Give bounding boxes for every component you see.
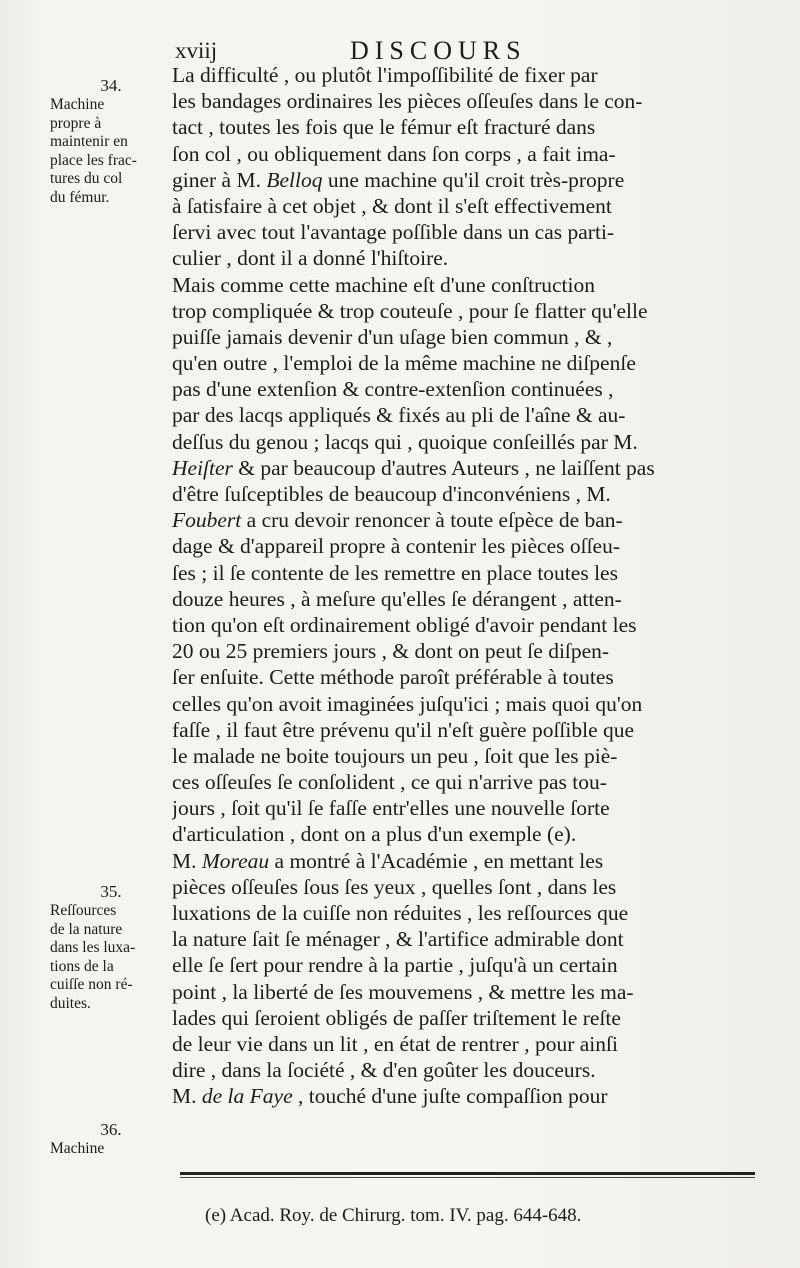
- text-run: pièces oſſeuſes ſous ſes yeux , quelles ſont , dans les: [172, 874, 617, 899]
- margin-note-line: du fémur.: [50, 188, 110, 206]
- text-line: [172, 62, 762, 88]
- text-run: les bandages ordinaires les pièces oſſeuſes dans le con-: [172, 89, 643, 114]
- text-run: le malade ne boite toujours un peu , ſoit que les piè-: [172, 743, 618, 768]
- margin-note-number: 35.: [100, 882, 122, 901]
- margin-note-line: Machine: [50, 96, 105, 113]
- margin-note-line: tures du col: [50, 170, 123, 187]
- text-line: [172, 324, 762, 350]
- text-run: à ſatisfaire à cet objet , & dont il s'eſt effectivement: [172, 193, 612, 218]
- text-line: [172, 88, 762, 114]
- text-run: deſſus du genou ; lacqs qui , quoique conſeillés par M.: [172, 429, 638, 454]
- text-run: elle ſe ſert pour rendre à la partie , juſqu'à un certain: [172, 953, 618, 978]
- text-line: [172, 507, 762, 533]
- text-run: d'articulation , dont on a plus d'un exemple (e).: [172, 822, 577, 847]
- text-run: ſon col , ou obliquement dans ſon corps , a fait ima-: [172, 141, 616, 166]
- text-line: [172, 114, 762, 140]
- text-line: [172, 193, 762, 219]
- text-line: [172, 874, 762, 900]
- text-run: pas d'une extenſion & contre-extenſion continuées ,: [172, 377, 614, 402]
- text-run: une machine qu'il croit très-propre: [322, 167, 625, 192]
- text-line: [172, 691, 762, 717]
- margin-note-line: duites.: [50, 994, 91, 1012]
- text-run: faſſe , il faut être prévenu qu'il n'eſt guère poſſible que: [172, 717, 635, 742]
- text-line: [172, 219, 762, 245]
- text-run: M.: [172, 1084, 202, 1109]
- text-run: douze heures , à meſure qu'elles ſe dérangent , atten-: [172, 586, 622, 611]
- text-line: [172, 1083, 762, 1109]
- main-text-block: [172, 62, 762, 1110]
- text-run: , touché d'une juſte compaſſion pour: [292, 1084, 608, 1109]
- footnote-rule-thin: [180, 1177, 755, 1178]
- margin-note-line: dans les luxa-: [50, 939, 136, 956]
- text-line: [172, 1057, 762, 1083]
- text-line: [172, 376, 762, 402]
- margin-note-line: Machine: [50, 1140, 105, 1157]
- text-line: [172, 350, 762, 376]
- text-line: [172, 979, 762, 1005]
- text-line: [172, 533, 762, 559]
- text-run: lades qui ſeroient obligés de paſſer triſtement le reſte: [172, 1005, 621, 1030]
- text-line: [172, 769, 762, 795]
- text-run: puiſſe jamais devenir d'un uſage bien commun , & ,: [172, 324, 613, 349]
- text-run: tact , toutes les fois que le fémur eſt fracturé dans: [172, 115, 596, 140]
- text-run: par des lacqs appliqués & fixés au pli de l'aîne & au-: [172, 403, 626, 428]
- text-line: [172, 1031, 762, 1057]
- text-line: [172, 272, 762, 298]
- text-run: Mais comme cette machine eſt d'une conſtruction: [172, 272, 595, 297]
- margin-note-line: maintenir en: [50, 133, 128, 150]
- text-run: ſer enſuite. Cette méthode paroît préférable à toutes: [172, 665, 614, 690]
- text-run: La difficulté , ou plutôt l'impoſſibilité de fixer par: [172, 63, 598, 87]
- text-run: tion qu'on eſt ordinairement obligé d'avoir pendant les: [172, 612, 637, 637]
- text-line: [172, 795, 762, 821]
- text-line: [172, 821, 762, 847]
- margin-note-34: [50, 76, 172, 207]
- text-run: 20 ou 25 premiers jours , & dont on peut ſe diſpen-: [172, 639, 610, 664]
- italic-name: Foubert: [172, 508, 242, 533]
- text-line: [172, 245, 762, 271]
- margin-note-line: Reſſources: [50, 902, 117, 919]
- text-run: trop compliquée & trop couteuſe , pour ſe flatter qu'elle: [172, 298, 648, 323]
- text-run: M.: [172, 848, 202, 873]
- text-run: ſervi avec tout l'avantage poſſible dans un cas parti-: [172, 220, 615, 245]
- margin-note-number: 36.: [100, 1120, 122, 1139]
- margin-note-35: [50, 882, 172, 1013]
- text-line: [172, 638, 762, 664]
- footnote: (e) Acad. Roy. de Chirurg. tom. IV. pag. 644-648.: [205, 1205, 582, 1226]
- text-line: [172, 717, 762, 743]
- margin-note-36: [50, 1120, 172, 1159]
- text-line: [172, 560, 762, 586]
- margin-note-line: tions de la: [50, 957, 114, 975]
- margin-note-line: propre à: [50, 114, 102, 132]
- text-run: la nature ſait ſe ménager , & l'artifice admirable dont: [172, 927, 624, 952]
- text-run: a cru devoir renoncer à toute eſpèce de ban-: [241, 508, 623, 533]
- text-run: d'être ſuſceptibles de beaucoup d'inconvéniens , M.: [172, 482, 611, 506]
- text-line: [172, 900, 762, 926]
- italic-name: de la Faye: [201, 1084, 293, 1109]
- text-run: qu'en outre , l'emploi de la même machine ne diſpenſe: [172, 351, 636, 376]
- text-line: [172, 743, 762, 769]
- text-line: [172, 848, 762, 874]
- text-run: culier , dont il a donné l'hiſtoire.: [172, 246, 449, 271]
- margin-note-line: de la nature: [50, 920, 123, 938]
- text-line: [172, 141, 762, 167]
- text-run: dage & d'appareil propre à contenir les pièces oſſeu-: [172, 534, 621, 559]
- text-line: [172, 481, 762, 507]
- text-line: [172, 402, 762, 428]
- text-line: [172, 298, 762, 324]
- text-run: dire , dans la ſociété , & d'en goûter les douceurs.: [172, 1058, 596, 1083]
- text-run: celles qu'on avoit imaginées juſqu'ici ; mais quoi qu'on: [172, 691, 643, 716]
- text-line: [172, 167, 762, 193]
- text-run: luxations de la cuiſſe non réduites , les reſſources que: [172, 901, 629, 925]
- text-line: [172, 455, 762, 481]
- text-run: ces oſſeuſes ſe conſolident , ce qui n'arrive pas tou-: [172, 770, 607, 795]
- margin-note-line: place les frac-: [50, 151, 137, 169]
- margin-note-number: 34.: [100, 76, 122, 95]
- text-line: [172, 1005, 762, 1031]
- text-line: [172, 429, 762, 455]
- text-run: point , la liberté de ſes mouvemens , & mettre les ma-: [172, 979, 634, 1004]
- margin-note-line: cuiſſe non ré-: [50, 976, 133, 993]
- italic-name: Moreau: [201, 848, 270, 873]
- text-run: a montré à l'Académie , en mettant les: [269, 848, 604, 873]
- text-run: ſes ; il ſe contente de les remettre en place toutes les: [172, 560, 618, 585]
- text-line: [172, 664, 762, 690]
- text-run: & par beaucoup d'autres Auteurs , ne laiſſent pas: [232, 455, 655, 480]
- text-line: [172, 612, 762, 638]
- text-run: jours , ſoit qu'il ſe faſſe entr'elles une nouvelle ſorte: [172, 796, 610, 821]
- text-line: [172, 926, 762, 952]
- text-run: giner à M.: [172, 167, 267, 192]
- italic-name: Heiſter: [172, 455, 233, 480]
- running-head: DISCOURS: [350, 36, 527, 65]
- page-number: xviij: [175, 38, 218, 63]
- text-line: [172, 586, 762, 612]
- text-run: de leur vie dans un lit , en état de rentrer , pour ainſi: [172, 1031, 618, 1056]
- footnote-rule-thick: [180, 1172, 755, 1175]
- text-line: [172, 952, 762, 978]
- italic-name: Belloq: [266, 167, 323, 192]
